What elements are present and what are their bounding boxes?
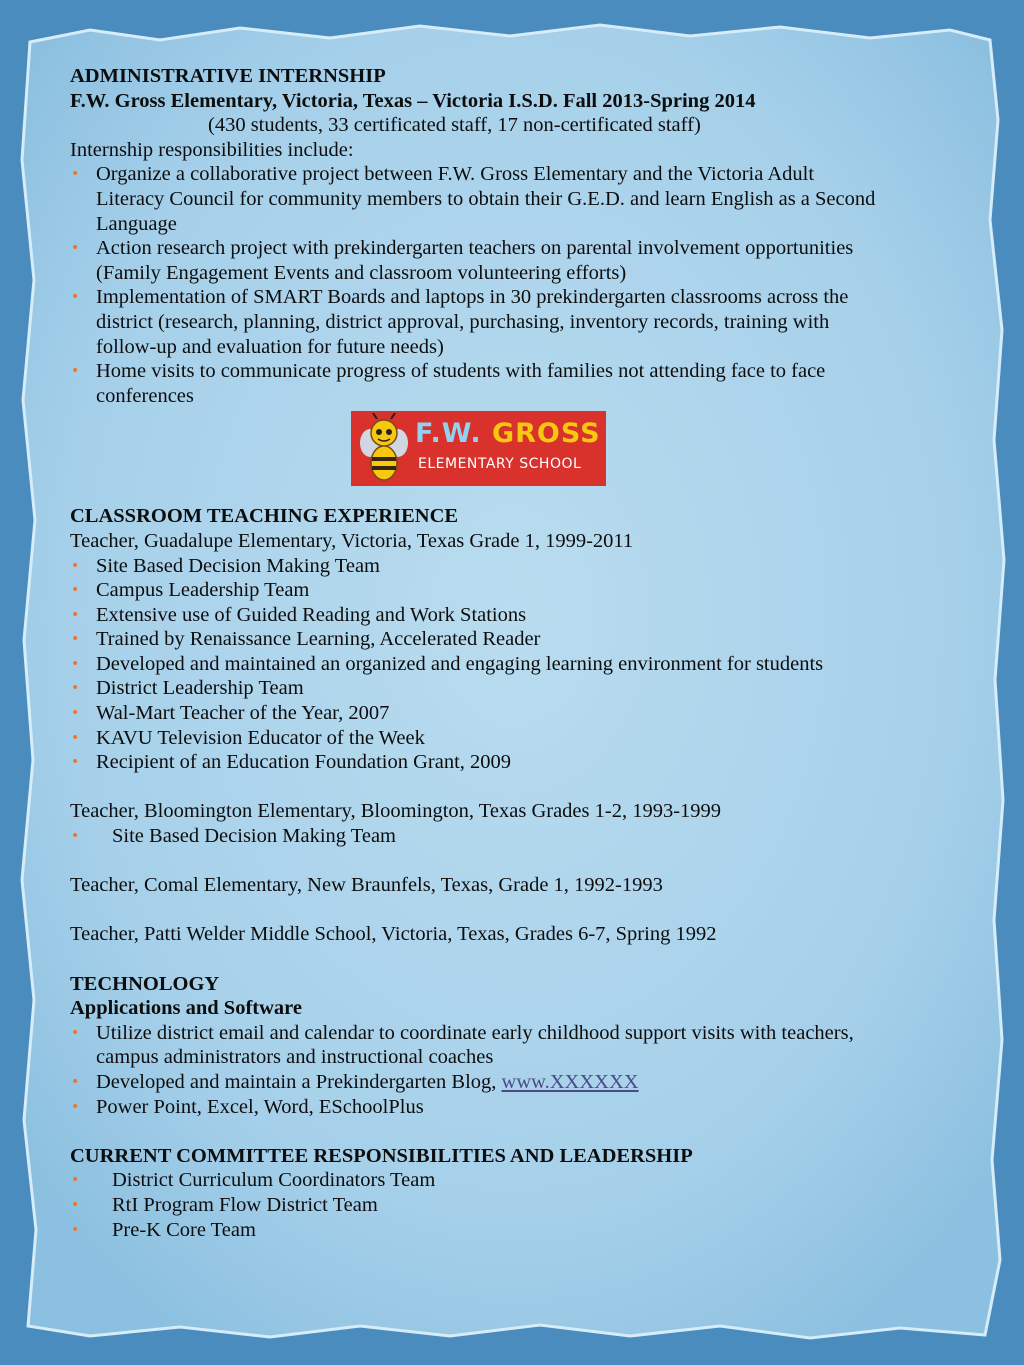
list-item-line: district (research, planning, district approval, purchasing, inventory records, training with (96, 310, 830, 333)
job-title: Teacher, Patti Welder Middle School, Victoria, Texas, Grades 6-7, Spring 1992 (70, 923, 717, 946)
list-item (70, 285, 980, 359)
job-title: Teacher, Bloomington Elementary, Bloomington, Texas Grades 1-2, 1993-1999 (70, 800, 722, 823)
list-item-text: Wal-Mart Teacher of the Year, 2007 (96, 702, 390, 725)
bullet-icon: • (71, 754, 80, 771)
bullet-icon: • (71, 705, 80, 722)
list-item (70, 1168, 980, 1193)
list-item-text: District Curriculum Coordinators Team (112, 1169, 436, 1192)
admin-intro: Internship responsibilities include: (70, 138, 354, 161)
list-item-text: RtI Program Flow District Team (112, 1193, 378, 1216)
list-item (70, 359, 980, 408)
school-logo (351, 411, 606, 486)
list-item-text: District Leadership Team (96, 677, 304, 700)
list-item (70, 162, 980, 236)
bullet-icon: • (71, 1221, 80, 1238)
logo-name (415, 419, 601, 449)
list-item-text: KAVU Television Educator of the Week (96, 726, 425, 749)
list-item (70, 578, 980, 603)
list-item-line: Literacy Council for community members to obtain their G.E.D. and learn English as a Second (96, 187, 876, 210)
list-item-text: Site Based Decision Making Team (112, 825, 396, 848)
bullet-icon: • (71, 363, 80, 380)
list-item (70, 1021, 980, 1070)
list-item (70, 750, 980, 775)
bullet-icon: • (71, 680, 80, 697)
list-item-text: Developed and maintain a Prekindergarten Blog, (96, 1070, 502, 1093)
bullet-icon: • (71, 1196, 80, 1213)
logo-name-gross: GROSS (491, 418, 601, 450)
bullet-icon: • (71, 828, 80, 845)
bullet-icon: • (71, 240, 80, 257)
list-item-line: Utilize district email and calendar to coordinate early childhood support visits with teachers, (96, 1021, 854, 1044)
list-item (70, 603, 980, 628)
list-item-line: follow-up and evaluation for future needs) (96, 335, 444, 358)
admin-stats: (430 students, 33 certificated staff, 17 non-certificated staff) (208, 114, 701, 137)
logo-area (70, 408, 980, 504)
bullet-icon: • (71, 557, 80, 574)
teaching-heading: CLASSROOM TEACHING EXPERIENCE (70, 505, 459, 528)
technology-list (70, 1021, 980, 1119)
job1-list (70, 554, 980, 775)
spacer (70, 849, 980, 874)
list-item-line: (Family Engagement Events and classroom volunteering efforts) (96, 261, 627, 284)
admin-position: F.W. Gross Elementary, Victoria, Texas – Victoria I.S.D. Fall 2013-Spring 2014 (70, 89, 756, 112)
list-item (70, 554, 980, 579)
technology-subheading: Applications and Software (70, 997, 302, 1020)
list-item (70, 824, 980, 849)
job2-list (70, 824, 980, 849)
bullet-icon: • (71, 1024, 80, 1041)
job-title: Teacher, Comal Elementary, New Braunfels, Texas, Grade 1, 1992-1993 (70, 874, 663, 897)
list-item (70, 627, 980, 652)
resume-content (70, 64, 980, 1242)
bullet-icon: • (71, 655, 80, 672)
list-item (70, 1070, 980, 1095)
committee-heading: CURRENT COMMITTEE RESPONSIBILITIES AND LEADERSHIP (70, 1144, 693, 1167)
list-item-line: Organize a collaborative project between F.W. Gross Elementary and the Victoria Adult (96, 163, 815, 186)
list-item (70, 726, 980, 751)
committee-list (70, 1168, 980, 1242)
list-item-text: Power Point, Excel, Word, ESchoolPlus (96, 1095, 424, 1118)
bullet-icon: • (71, 729, 80, 746)
bullet-icon: • (71, 1073, 80, 1090)
list-item-text: Campus Leadership Team (96, 579, 310, 602)
bullet-icon: • (71, 631, 80, 648)
admin-heading: ADMINISTRATIVE INTERNSHIP (70, 65, 386, 87)
list-item (70, 236, 980, 285)
logo-name-fw: F.W. (415, 418, 482, 450)
bullet-icon: • (71, 1098, 80, 1115)
blog-link[interactable]: www.XXXXXX (501, 1070, 639, 1093)
list-item-text: Site Based Decision Making Team (96, 554, 380, 577)
bullet-icon: • (71, 606, 80, 623)
list-item-line: campus administrators and instructional coaches (96, 1046, 494, 1069)
list-item (70, 1095, 980, 1120)
list-item-text: Trained by Renaissance Learning, Accelerated Reader (96, 628, 541, 651)
list-item-line: Action research project with prekindergarten teachers on parental involvement opportunities (96, 237, 854, 260)
list-item (70, 652, 980, 677)
list-item-line: Home visits to communicate progress of students with families not attending face to face (96, 360, 826, 383)
bee-mascot-icon (357, 413, 411, 485)
bullet-icon: • (71, 166, 80, 183)
list-item-text: Extensive use of Guided Reading and Work Stations (96, 603, 527, 626)
list-item-text: Developed and maintained an organized and engaging learning environment for students (96, 652, 824, 675)
spacer (70, 775, 980, 800)
spacer (70, 1119, 980, 1144)
bullet-icon: • (71, 582, 80, 599)
list-item-line: conferences (96, 384, 194, 407)
list-item-line: Language (96, 212, 177, 235)
list-item-text: Recipient of an Education Foundation Grant, 2009 (96, 751, 512, 774)
spacer (70, 947, 980, 972)
list-item (70, 676, 980, 701)
list-item-text: Pre-K Core Team (112, 1218, 256, 1241)
technology-heading: TECHNOLOGY (70, 972, 220, 995)
spacer (70, 898, 980, 923)
list-item (70, 701, 980, 726)
bullet-icon: • (71, 289, 80, 306)
list-item (70, 1218, 980, 1243)
logo-subtitle: ELEMENTARY SCHOOL (418, 456, 582, 473)
list-item (70, 1193, 980, 1218)
list-item-line: Implementation of SMART Boards and laptops in 30 prekindergarten classrooms across the (96, 286, 849, 309)
bullet-icon: • (71, 1172, 80, 1189)
job-title: Teacher, Guadalupe Elementary, Victoria, Texas Grade 1, 1999-2011 (70, 529, 634, 552)
admin-list (70, 162, 980, 408)
